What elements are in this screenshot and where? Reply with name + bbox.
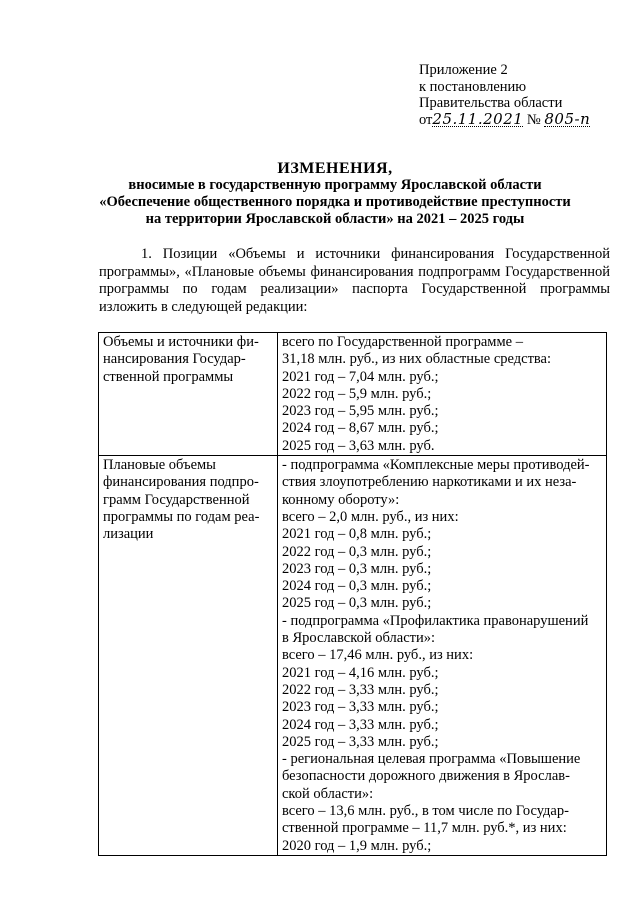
- table-text-line: всего – 17,46 млн. руб., из них:: [282, 647, 474, 664]
- table-text-line: безопасности дорожного движения в Ярослав-: [282, 768, 570, 785]
- table-text-line: нансирования Государ-: [103, 351, 246, 368]
- table-text-line: - подпрограмма «Профилактика правонарушений: [282, 612, 589, 629]
- table-text-line: в Ярославской области»:: [282, 630, 436, 647]
- table-text-line: 2025 год – 3,33 млн. руб.;: [282, 733, 439, 750]
- table-text-line: грамм Государственной: [103, 491, 250, 508]
- number-prefix: №: [526, 111, 541, 128]
- table-text-line: 2022 год – 0,3 млн. руб.;: [282, 543, 432, 560]
- document-title: [60, 160, 610, 228]
- title-heading: ИЗМЕНЕНИЯ,: [277, 160, 393, 177]
- table-text-line: программы по годам реа-: [103, 508, 260, 525]
- intro-text: 1. Позиции «Объемы и источники финансирования Государственной программы», «Плановые объемы финансирования подпрограмм Государственной программы по годам реализации» паспорта Государственной программы изложить в следующей редакции:: [99, 246, 610, 315]
- intro-paragraph: [99, 246, 610, 316]
- table-text-line: ственной программы: [103, 368, 234, 385]
- date-prefix: от: [419, 111, 433, 128]
- table-text-line: 2023 год – 5,95 млн. руб.;: [282, 403, 439, 420]
- row1-value-cell: [278, 333, 607, 456]
- table-text-line: 2023 год – 3,33 млн. руб.;: [282, 699, 439, 716]
- table-text-line: 2022 год – 3,33 млн. руб.;: [282, 681, 439, 698]
- title-line-1: вносимые в государственную программу Ярославской области: [128, 177, 542, 193]
- table-text-line: - региональная целевая программа «Повышение: [282, 751, 581, 768]
- table-text-line: 2025 год – 0,3 млн. руб.;: [282, 595, 432, 612]
- table-text-line: лизации: [103, 526, 154, 543]
- table-text-line: всего – 2,0 млн. руб., из них:: [282, 508, 459, 525]
- table-row-subprograms: [99, 456, 607, 856]
- table-text-line: 2021 год – 4,16 млн. руб.;: [282, 664, 439, 681]
- appendix-block: [419, 62, 590, 128]
- table-text-line: - подпрограмма «Комплексные меры противодей-: [282, 457, 590, 474]
- table-text-line: 2025 год – 3,63 млн. руб.: [282, 437, 435, 454]
- table-text-line: 2023 год – 0,3 млн. руб.;: [282, 560, 432, 577]
- table-text-line: ственной программе – 11,7 млн. руб.*, из них:: [282, 820, 567, 837]
- appendix-line-2: к постановлению: [419, 78, 527, 95]
- table-text-line: 2021 год – 7,04 млн. руб.;: [282, 368, 439, 385]
- handwritten-number: 805-п: [544, 109, 591, 128]
- table-text-line: 2021 год – 0,8 млн. руб.;: [282, 526, 432, 543]
- row2-label-cell: [99, 456, 278, 856]
- table-text-line: 2024 год – 8,67 млн. руб.;: [282, 420, 439, 437]
- passport-table: [98, 332, 607, 856]
- table-text-line: 2024 год – 3,33 млн. руб.;: [282, 716, 439, 733]
- table-text-line: 2022 год – 5,9 млн. руб.;: [282, 385, 432, 402]
- table-text-line: ствия злоупотреблению наркотиками и их неза-: [282, 474, 577, 491]
- row1-label-cell: [99, 333, 278, 456]
- table-text-line: всего – 13,6 млн. руб., в том числе по Государ-: [282, 803, 569, 820]
- handwritten-date: 25.11.2021: [432, 109, 524, 128]
- table-text-line: Объемы и источники фи-: [103, 334, 259, 350]
- table-text-line: всего по Государственной программе –: [282, 334, 523, 350]
- appendix-line-3: Правительства области: [419, 95, 563, 111]
- table-row-funding: [99, 333, 607, 456]
- table-text-line: 2024 год – 0,3 млн. руб.;: [282, 578, 432, 595]
- appendix-line-1: Приложение 2: [419, 62, 508, 78]
- title-line-3: на территории Ярославской области» на 2021 – 2025 годы: [145, 211, 525, 227]
- row2-value-cell: [278, 456, 607, 856]
- table-text-line: финансирования подпро-: [103, 474, 259, 491]
- table-text-line: 2020 год – 1,9 млн. руб.;: [282, 837, 432, 854]
- appendix-date-number-line: [419, 109, 591, 129]
- table-text-line: Плановые объемы: [103, 457, 216, 474]
- table-text-line: ской области»:: [282, 785, 374, 802]
- title-line-2: «Обеспечение общественного порядка и противодействие преступности: [99, 194, 571, 210]
- table-text-line: 31,18 млн. руб., из них областные средства:: [282, 351, 552, 368]
- table-text-line: конному обороту»:: [282, 491, 400, 508]
